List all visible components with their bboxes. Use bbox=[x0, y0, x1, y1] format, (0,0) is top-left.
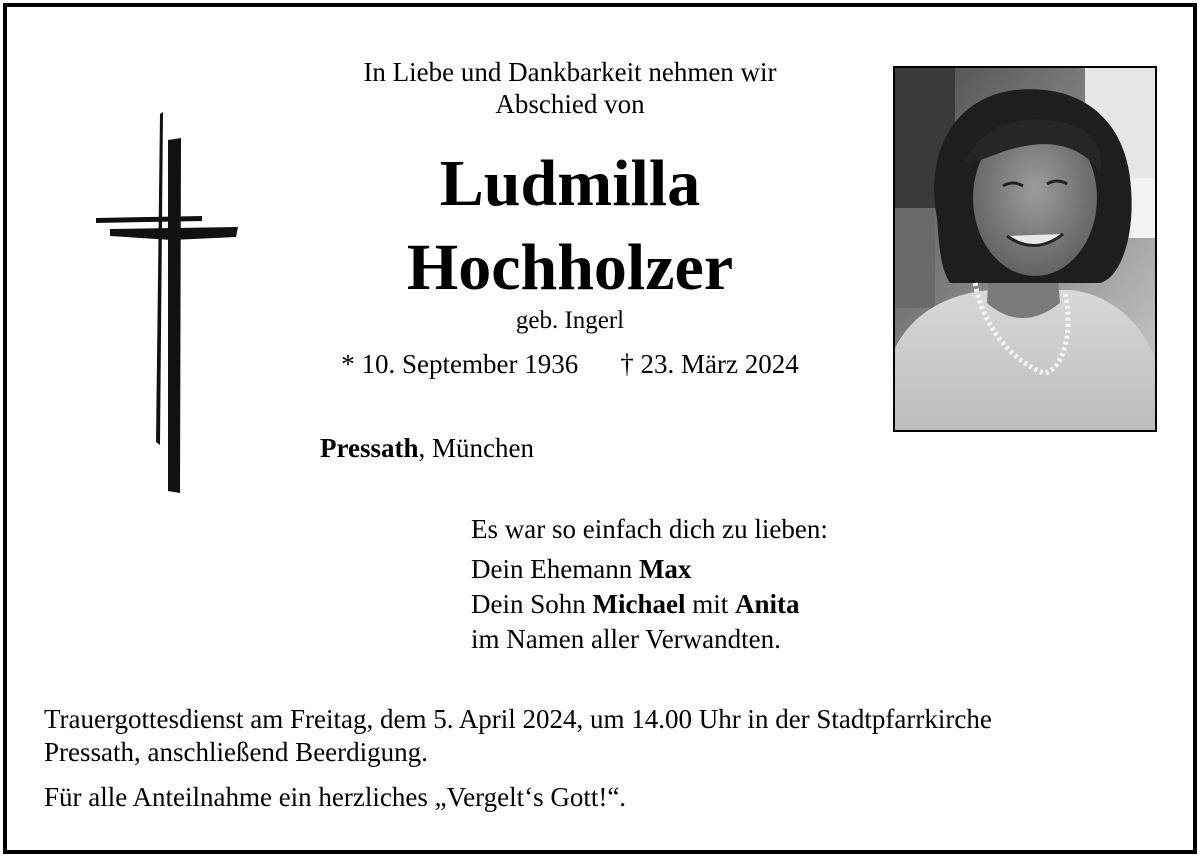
deceased-last-name: Hochholzer bbox=[406, 231, 734, 304]
service-info bbox=[44, 703, 1154, 769]
husband-name: Max bbox=[638, 554, 692, 584]
intro-line-2: Abschied von bbox=[495, 89, 645, 119]
death-date: † 23. März 2024 bbox=[620, 349, 799, 379]
family-block bbox=[471, 512, 828, 657]
intro-line-1: In Liebe und Dankbarkeit nehmen wir bbox=[363, 57, 777, 87]
family-line-1-prefix: Dein Ehemann bbox=[471, 554, 639, 584]
place-primary: Pressath bbox=[320, 433, 419, 463]
thanks-text: Für alle Anteilnahme ein herzliches „Vergelt‘s Gott!“. bbox=[44, 782, 627, 812]
family-line-3: im Namen aller Verwandten. bbox=[471, 624, 781, 654]
places bbox=[320, 432, 534, 464]
intro-text bbox=[300, 56, 840, 120]
son-name: Michael bbox=[592, 589, 686, 619]
place-secondary: , München bbox=[418, 433, 534, 463]
deceased-first-name: Ludmilla bbox=[439, 147, 701, 220]
family-quote: Es war so einfach dich zu lieben: bbox=[471, 514, 828, 544]
family-line-1 bbox=[471, 552, 828, 587]
family-line-2-mid: mit bbox=[685, 589, 735, 619]
family-line-2-prefix: Dein Sohn bbox=[471, 589, 593, 619]
portrait-photo bbox=[893, 66, 1157, 432]
service-line-1: Trauergottesdienst am Freitag, dem 5. April 2024, um 14.00 Uhr in der Stadtpfarrkirche bbox=[44, 704, 992, 734]
service-line-2: Pressath, anschließend Beerdigung. bbox=[44, 737, 428, 767]
birth-name: geb. Ingerl bbox=[515, 307, 625, 334]
life-dates bbox=[300, 347, 840, 381]
birth-date: * 10. September 1936 bbox=[341, 349, 579, 379]
cross-icon bbox=[92, 110, 242, 500]
family-line-2 bbox=[471, 587, 828, 622]
partner-name: Anita bbox=[735, 589, 800, 619]
